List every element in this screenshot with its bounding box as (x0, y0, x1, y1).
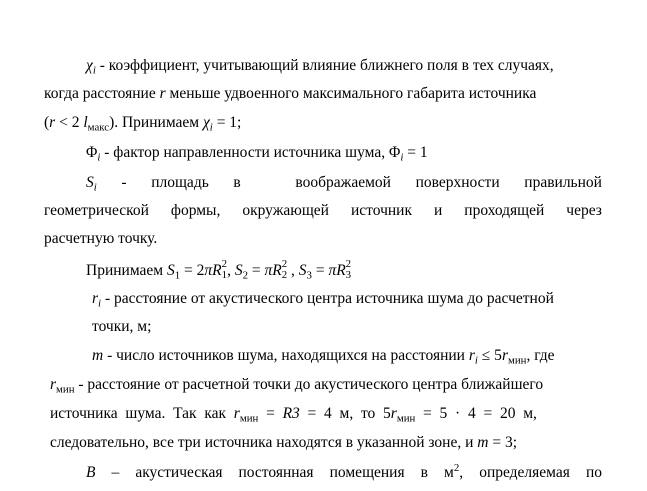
s-line-2: геометрической формы, окружающей источник и проходящей через (44, 202, 602, 219)
b-line-1: B – акустическая постоянная помещения в $м^2$, определяемая по (86, 462, 602, 481)
s-line-3: расчетную точку. (44, 230, 158, 247)
chi-line-3: (r < 2 $l_{макс}$). Принимаем $\chi_i = 1$; (44, 114, 242, 134)
accept-formulas: Принимаем $S_1 = 2\pi R$ 2 1 , $S_2 = \pi R$ 2 2 , $S_3 = \pi R$ 2 3 (86, 258, 352, 282)
m-line-2: $r_{мин}$ - расстояние от расчетной точки до акустического центра ближайшего (50, 376, 544, 396)
ri-line-2: точки, м; (92, 318, 152, 335)
ri-symbol: r (92, 290, 99, 307)
b-symbol: B (86, 464, 96, 481)
phi-symbol: Φ (86, 144, 98, 161)
chi-symbol: χ (86, 57, 93, 74)
chi-line-1: $\chi_i$ - коэффициент, учитывающий влияние ближнего поля в тех случаях, (86, 57, 554, 77)
m-symbol: m (92, 347, 104, 364)
s-line-1: $S_i$ - площадь в воображаемой поверхности правильной (86, 174, 602, 194)
m-line-3: источника шума. Так как $r_{мин} = R3 = 4$ м, то $5r_{мин} = 5 \cdot 4 = 20$ м, (50, 405, 537, 425)
ri-line-1: $r_i$ - расстояние от акустического центра источника шума до расчетной (92, 290, 554, 310)
m-line-1: m - число источников шума, находящихся на расстоянии $r_i \le 5r_{мин}$, где (92, 347, 555, 367)
m-line-4: следовательно, все три источника находятся в указанной зоне, и m = 3; (50, 434, 518, 451)
s-symbol: S (86, 174, 94, 191)
phi-line: $\Phi_i$ - фактор направленности источника шума, $\Phi_i = 1$ (86, 144, 428, 164)
chi-line-2: когда расстояние r меньше удвоенного максимального габарита источника (44, 85, 537, 102)
